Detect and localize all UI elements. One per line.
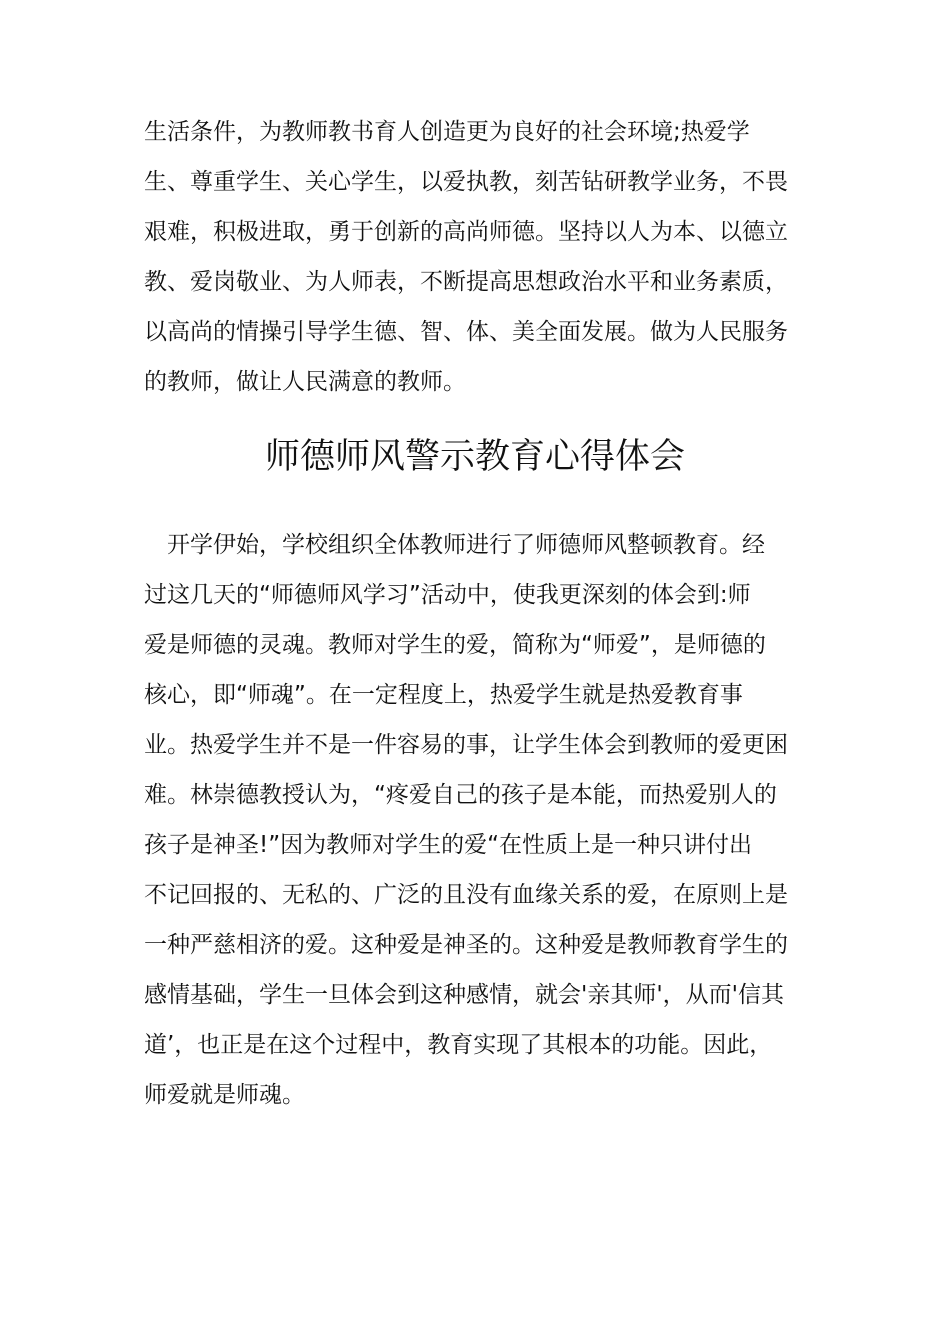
paragraph-line: 师爱就是师魂。: [144, 1082, 305, 1108]
paragraph-line: 爱是师德的灵魂。教师对学生的爱，简称为“师爱”，是师德的: [144, 632, 766, 658]
paragraph-line: 感情基础，学生一旦体会到这种感情，就会'亲其师'，从而'信其: [144, 982, 784, 1008]
paragraph-line: 生活条件，为教师教书育人创造更为良好的社会环境;热爱学: [144, 119, 750, 145]
paragraph-line: 以高尚的情操引导学生德、智、体、美全面发展。做为人民服务: [144, 319, 788, 345]
paragraph-line: 不记回报的、无私的、广泛的且没有血缘关系的爱，在原则上是: [144, 882, 788, 908]
paragraph-line: 难。林崇德教授认为，“疼爱自己的孩子是本能，而热爱别人的: [144, 782, 777, 808]
paragraph-line: 孩子是神圣!”因为教师对学生的爱“在性质上是一种只讲付出: [144, 832, 753, 858]
paragraph-line: 艰难，积极进取，勇于创新的高尚师德。坚持以人为本、以德立: [144, 219, 788, 245]
paragraph-line: 业。热爱学生并不是一件容易的事，让学生体会到教师的爱更困: [144, 732, 788, 758]
paragraph-line: 开学伊始，学校组织全体教师进行了师德师风整顿教育。经: [144, 532, 765, 558]
paragraph-line: 过这几天的“师德师风学习”活动中，使我更深刻的体会到:师: [144, 582, 751, 608]
paragraph-line: 一种严慈相济的爱。这种爱是神圣的。这种爱是教师教育学生的: [144, 932, 788, 958]
paragraph-line: 生、尊重学生、关心学生，以爱执教，刻苦钻研教学业务，不畏: [144, 169, 788, 195]
paragraph-line: 核心，即“师魂”。在一定程度上，热爱学生就是热爱教育事: [144, 682, 743, 708]
paragraph-line: 教、爱岗敬业、为人师表，不断提高思想政治水平和业务素质，: [144, 269, 788, 295]
paragraph-line: 的教师，做让人民满意的教师。: [144, 369, 466, 395]
paragraph-line: 道’，也正是在这个过程中，教育实现了其根本的功能。因此，: [144, 1032, 773, 1058]
document-title: 师德师风警示教育心得体会: [264, 437, 685, 477]
